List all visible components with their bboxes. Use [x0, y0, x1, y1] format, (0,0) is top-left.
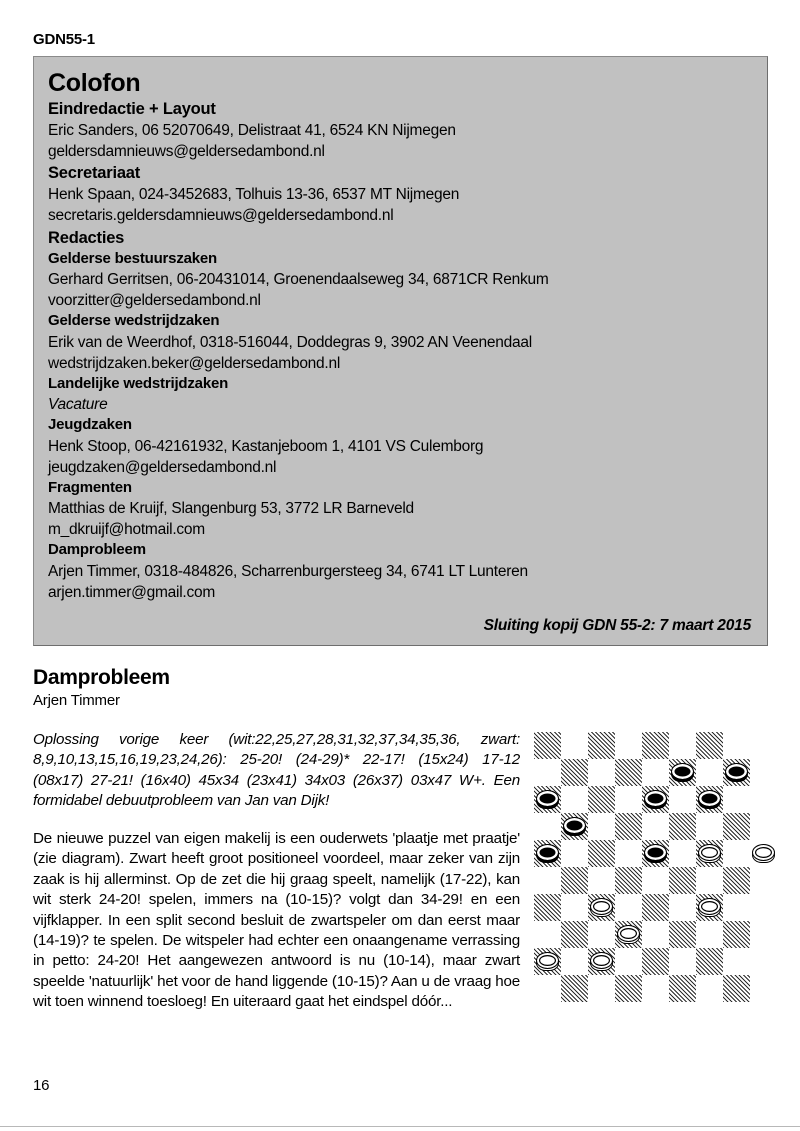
board-square-dark — [534, 894, 561, 921]
board-square-dark — [534, 732, 561, 759]
draughts-board — [534, 732, 750, 1002]
damprobleem-title: Damprobleem — [33, 666, 170, 689]
colofon-contact-line: m_dkruijf@hotmail.com — [48, 521, 205, 539]
solution-paragraph: Oplossing vorige keer (wit:22,25,27,28,31,32,37,34,35,36, zwart: 8,9,10,13,15,16,19,23,24,26): 25-20! (24-29)* 22-17! (15x24) 17-12 (08x17) 27-21! (16x40) 45x34 (23x41) 34x03 (26x37) 03x47 W+. Een formidabel debuutprobleem van Jan van Dijk! — [33, 731, 520, 810]
bottom-rule — [0, 1126, 800, 1127]
board-square-light — [615, 948, 642, 975]
white-piece — [698, 844, 721, 863]
white-piece — [698, 898, 721, 917]
colofon-deadline: Sluiting kopij GDN 55-2: 7 maart 2015 — [483, 616, 751, 634]
board-square-light — [615, 894, 642, 921]
black-piece — [536, 790, 559, 809]
board-square-light — [723, 840, 750, 867]
board-square-light — [669, 732, 696, 759]
piece-top — [536, 790, 559, 807]
piece-top — [536, 844, 559, 861]
colofon-section-heading: Eindredactie + Layout — [48, 100, 216, 118]
board-square-light — [696, 975, 723, 1002]
board-square-dark — [642, 948, 669, 975]
board-square-light — [669, 786, 696, 813]
board-square-dark — [561, 975, 588, 1002]
board-square-light — [696, 867, 723, 894]
black-piece — [536, 844, 559, 863]
board-square-light — [534, 975, 561, 1002]
black-piece — [563, 817, 586, 836]
board-square-dark — [696, 948, 723, 975]
piece-top — [725, 763, 748, 780]
board-square-light — [669, 840, 696, 867]
board-square-light — [534, 813, 561, 840]
colofon-contact-line: Arjen Timmer, 0318-484826, Scharrenburgersteeg 34, 6741 LT Lunteren — [48, 562, 528, 580]
board-square-dark — [561, 867, 588, 894]
board-square-dark — [723, 921, 750, 948]
board-square-dark — [723, 867, 750, 894]
colofon-entries — [48, 98, 753, 603]
piece-top — [698, 844, 721, 861]
piece-top — [698, 898, 721, 915]
board-square-dark — [615, 867, 642, 894]
draughts-diagram — [534, 732, 768, 1008]
board-square-light — [561, 894, 588, 921]
white-piece — [752, 844, 775, 863]
board-square-light — [534, 921, 561, 948]
colofon-vacancy-text: Vacature — [48, 396, 108, 414]
colofon-contact-line: Gerhard Gerritsen, 06-20431014, Groenendaalseweg 34, 6871CR Renkum — [48, 271, 549, 289]
board-square-light — [615, 840, 642, 867]
board-square-dark — [561, 759, 588, 786]
board-square-dark — [588, 840, 615, 867]
board-square-light — [561, 732, 588, 759]
piece-top — [644, 790, 667, 807]
board-square-light — [696, 921, 723, 948]
board-square-dark — [615, 813, 642, 840]
colofon-subsection-heading: Landelijke wedstrijdzaken — [48, 374, 229, 392]
colofon-subsection-heading: Jeugdzaken — [48, 416, 132, 434]
white-piece — [536, 952, 559, 971]
page-number: 16 — [33, 1077, 50, 1094]
board-square-light — [723, 948, 750, 975]
board-square-light — [561, 786, 588, 813]
board-square-light — [696, 813, 723, 840]
colofon-contact-line: Erik van de Weerdhof, 0318-516044, Doddegras 9, 3902 AN Veenendaal — [48, 333, 532, 351]
board-square-light — [615, 732, 642, 759]
board-square-light — [561, 840, 588, 867]
main-paragraph: De nieuwe puzzel van eigen makelij is een ouderwets 'plaatje met praatje' (zie diagram). Zwart heeft groot positioneel voordeel, maar zeker van zijn zaak is hij allerminst. Op de zet die hij graag speelt, namelijk (17-22), kan wit sterk 24-20! spelen, immers na (10-15)? volgt dan 34-29! en een vijfklapper. In een split second besluit de zwartspeler om dan eerst maar (14-19)? te spelen. De witspeler had echter een onaangename verrassing in petto: 24-20! Het aangewezen antwoord is nu (10-14), maar zwart speelde 'natuurlijk' het voor de hand liggende (10-15)? Aan u de vraag hoe wit toen winnend toesloeg! En uiteraard gaat het eindspel dóór... — [33, 829, 520, 1011]
piece-top — [752, 844, 775, 861]
board-square-light — [642, 921, 669, 948]
black-piece — [671, 763, 694, 782]
board-square-light — [561, 948, 588, 975]
colofon-subsection-heading: Gelderse bestuurszaken — [48, 249, 218, 267]
board-square-light — [723, 732, 750, 759]
colofon-contact-line: Henk Spaan, 024-3452683, Tolhuis 13-36, 6537 MT Nijmegen — [48, 186, 460, 204]
board-square-dark — [723, 813, 750, 840]
board-square-dark — [669, 975, 696, 1002]
colofon-title: Colofon — [48, 69, 141, 97]
colofon-contact-line: geldersdamnieuws@geldersedambond.nl — [48, 143, 325, 161]
board-square-dark — [615, 975, 642, 1002]
white-piece — [617, 925, 640, 944]
board-square-light — [534, 759, 561, 786]
board-square-dark — [669, 921, 696, 948]
colofon-contact-line: jeugdzaken@geldersedambond.nl — [48, 458, 277, 476]
colofon-subsection-heading: Damprobleem — [48, 541, 146, 559]
colofon-contact-line: arjen.timmer@gmail.com — [48, 583, 215, 601]
board-square-light — [723, 786, 750, 813]
board-square-light — [534, 867, 561, 894]
white-piece — [590, 898, 613, 917]
damprobleem-body — [33, 730, 768, 1013]
board-square-light — [588, 759, 615, 786]
colofon-contact-line: wedstrijdzaken.beker@geldersedambond.nl — [48, 354, 341, 372]
board-square-light — [588, 921, 615, 948]
black-piece — [698, 790, 721, 809]
colofon-subsection-heading: Fragmenten — [48, 478, 132, 496]
colofon-box — [33, 56, 768, 646]
piece-top — [590, 952, 613, 969]
board-square-dark — [642, 732, 669, 759]
black-piece — [644, 844, 667, 863]
piece-top — [617, 925, 640, 942]
board-square-dark — [723, 975, 750, 1002]
board-square-dark — [588, 786, 615, 813]
board-square-light — [588, 975, 615, 1002]
board-square-light — [588, 867, 615, 894]
piece-top — [590, 898, 613, 915]
colofon-contact-line: Henk Stoop, 06-42161932, Kastanjeboom 1, 4101 VS Culemborg — [48, 437, 484, 455]
colofon-contact-line: voorzitter@geldersedambond.nl — [48, 292, 261, 310]
colofon-section-heading: Secretariaat — [48, 164, 141, 183]
damprobleem-author: Arjen Timmer — [33, 692, 120, 709]
board-square-dark — [696, 732, 723, 759]
board-square-dark — [669, 867, 696, 894]
piece-top — [563, 817, 586, 834]
board-square-light — [669, 948, 696, 975]
board-square-dark — [588, 732, 615, 759]
board-square-light — [723, 894, 750, 921]
board-square-dark — [642, 894, 669, 921]
colofon-contact-line: secretaris.geldersdamnieuws@geldersedambond.nl — [48, 207, 394, 225]
piece-top — [698, 790, 721, 807]
black-piece — [725, 763, 748, 782]
piece-top — [536, 952, 559, 969]
board-square-light — [642, 867, 669, 894]
piece-top — [644, 844, 667, 861]
colofon-contact-line: Matthias de Kruijf, Slangenburg 53, 3772 LR Barneveld — [48, 500, 414, 518]
board-square-light — [588, 813, 615, 840]
colofon-section-heading: Redacties — [48, 228, 125, 247]
board-square-dark — [615, 759, 642, 786]
board-square-light — [642, 813, 669, 840]
running-head: GDN55-1 — [33, 31, 95, 48]
colofon-subsection-heading: Gelderse wedstrijdzaken — [48, 312, 220, 330]
black-piece — [644, 790, 667, 809]
board-square-light — [642, 759, 669, 786]
board-square-light — [696, 759, 723, 786]
board-square-light — [669, 894, 696, 921]
board-square-dark — [561, 921, 588, 948]
board-square-light — [615, 786, 642, 813]
colofon-contact-line: Eric Sanders, 06 52070649, Delistraat 41, 6524 KN Nijmegen — [48, 122, 456, 140]
piece-top — [671, 763, 694, 780]
white-piece — [590, 952, 613, 971]
board-square-dark — [669, 813, 696, 840]
board-square-light — [642, 975, 669, 1002]
